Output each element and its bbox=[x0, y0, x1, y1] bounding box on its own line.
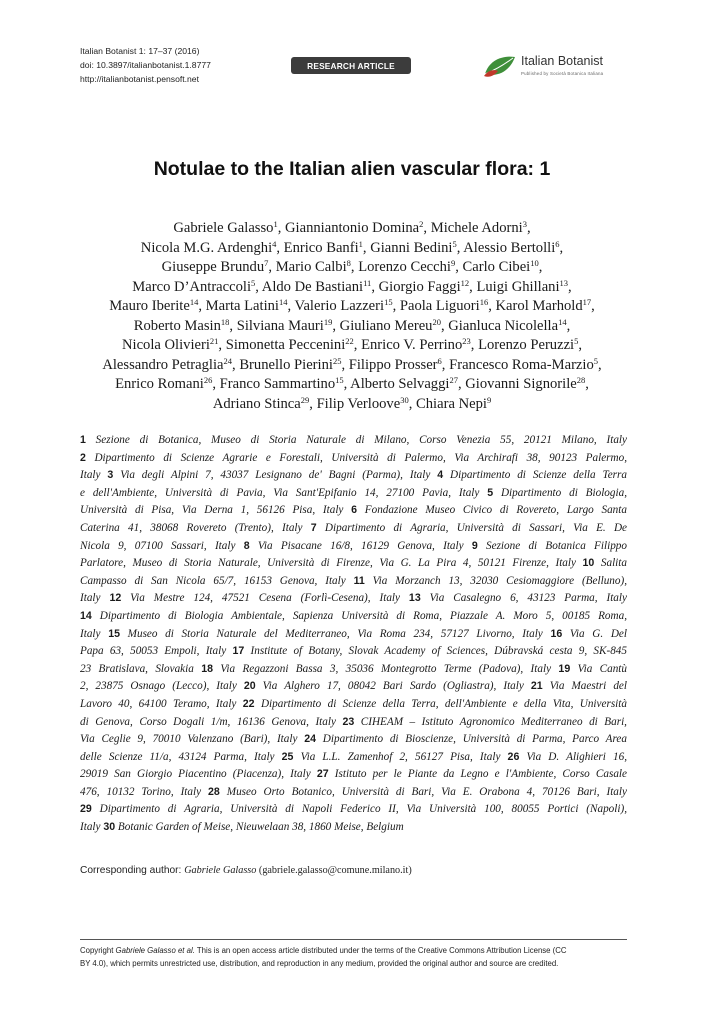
affiliation-text: Via Pisacane 16/8, 16129 Genova, Italy bbox=[249, 539, 472, 552]
author-name: Gianni Bedini bbox=[370, 239, 453, 256]
affiliation-text: Università di Pisa, Via Derna 1, 56126 Pisa, Italy bbox=[80, 504, 352, 517]
affiliation-text: Museo Orto Botanico, Università di Bari, Via E. Orabona 4, 70126 Bari, Italy bbox=[219, 785, 627, 798]
author-name: Alberto Selvaggi bbox=[350, 376, 450, 392]
affiliation-text: 2, 23875 Osnago (Lecco), Italy bbox=[80, 680, 244, 693]
author-name: Paola Liguori bbox=[399, 298, 480, 314]
corresponding-label: Corresponding author: bbox=[80, 865, 185, 876]
author-line: Gabriele Galasso$^1$, Gianniantonio Domina$^2$, Michele Adorni$^3$, bbox=[173, 219, 531, 236]
affiliation-line bbox=[80, 766, 627, 784]
affiliation-line bbox=[80, 714, 627, 732]
affiliation-number: 14 bbox=[80, 609, 92, 622]
author-affiliation-number: 18 bbox=[220, 316, 230, 327]
author-name: Giovanni Signorile bbox=[465, 376, 577, 392]
affiliation-text: di Genova, Corso Dogali 1/m, 16136 Genova, Italy bbox=[80, 715, 343, 728]
affiliation-number: 6 bbox=[351, 504, 358, 517]
affiliation-text: Botanic Garden of Meise, Nieuwelaan 38, 1860 Meise, Belgium bbox=[115, 821, 404, 834]
affiliation-line bbox=[80, 573, 627, 591]
author-affiliation-number: 27 bbox=[449, 375, 458, 385]
copyright-notice bbox=[80, 945, 640, 970]
author-line: Nicola M.G. Ardenghi$^4$, Enrico Banfi$^1$, Gianni Bedini$^5$, Alessio Bertolli$^6$, bbox=[140, 238, 564, 256]
author-affiliation-number: 24 bbox=[223, 355, 233, 366]
author-name: Lorenzo Cecchi bbox=[358, 259, 451, 275]
affiliation-text: Via Regazzoni Bassa 3, 35036 Montegrotto Terme (Padova), Italy bbox=[213, 662, 559, 675]
author-affiliation-number: 5 bbox=[593, 355, 599, 366]
author-affiliation-number: 10 bbox=[530, 258, 539, 268]
author-affiliation-number: 19 bbox=[323, 316, 333, 327]
author-list bbox=[70, 219, 634, 414]
corresponding-email[interactable]: (gabriele.galasso@comune.milano.it) bbox=[256, 865, 412, 876]
affiliation-number: 20 bbox=[243, 680, 256, 693]
affiliation-text: Museo di Storia Naturale del Mediterraneo, Via Roma 234, 57127 Livorno, Italy bbox=[119, 627, 551, 640]
affiliation-number: 18 bbox=[201, 662, 214, 675]
affiliation-line bbox=[80, 784, 627, 802]
affiliation-number: 1 bbox=[80, 434, 86, 446]
corresponding-name: Gabriele Galasso bbox=[184, 865, 257, 876]
article-title: Notulae to the Italian alien vascular flora: 1 bbox=[153, 158, 551, 180]
author-affiliation-number: 5 bbox=[251, 277, 256, 288]
affiliation-number: 10 bbox=[582, 557, 595, 570]
journal-logo-name: Italian Botanist bbox=[521, 54, 603, 68]
author-name: Carlo Cibei bbox=[462, 259, 531, 275]
author-name: Simonetta Peccenini bbox=[225, 337, 346, 353]
author-affiliation-number: 15 bbox=[384, 297, 393, 307]
affiliation-text: 29019 San Giorgio Piacentino (Piacenza), Italy bbox=[80, 768, 317, 781]
author-name: Michele Adorni bbox=[430, 220, 523, 236]
affiliation-text: Sezione di Botanica Filippo bbox=[477, 539, 627, 552]
affiliation-text: Dipartimento di Agraria, Università di Napoli Federico II, Via Università 100, 80055 Portici (Napoli), bbox=[91, 803, 627, 816]
author-affiliation-number: 9 bbox=[486, 394, 492, 405]
author-name: Enrico V. Perrino bbox=[361, 337, 463, 353]
affiliation-line bbox=[80, 502, 627, 520]
affiliation-text: delle Scienze 11/a, 43124 Parma, Italy bbox=[80, 750, 282, 763]
affiliation-text: Dipartimento di Scienze della Terra bbox=[443, 469, 627, 482]
author-affiliation-number: 4 bbox=[272, 238, 277, 249]
affiliation-number: 12 bbox=[109, 592, 122, 605]
affiliation-line bbox=[80, 749, 627, 767]
affiliation-text: Via Maestri del bbox=[542, 680, 627, 693]
affiliation-line bbox=[80, 590, 627, 608]
author-affiliation-number: 8 bbox=[346, 258, 351, 268]
author-affiliation-number: 28 bbox=[576, 375, 586, 385]
author-name: Marta Latini bbox=[205, 298, 279, 314]
affiliation-text: Dipartimento di Scienze Agrarie e Forestali, Università di Palermo, Via Archirafi 38, 90123 Palermo, bbox=[85, 451, 627, 464]
corresponding-author bbox=[80, 865, 412, 876]
author-affiliation-number: 7 bbox=[264, 258, 269, 268]
affiliation-text: Via D. Alighieri 16, bbox=[519, 750, 628, 763]
author-affiliation-number: 2 bbox=[419, 219, 424, 229]
author-name: Lorenzo Peruzzi bbox=[478, 337, 575, 353]
affiliation-text: Institute of Botany, Slovak Academy of Sciences, Dúbravská cesta 9, SK-845 bbox=[244, 645, 627, 658]
affiliation-line bbox=[80, 450, 627, 468]
author-affiliation-number: 9 bbox=[450, 258, 456, 268]
author-affiliation-number: 21 bbox=[209, 336, 219, 346]
copyright-holder: Gabriele Galasso et al. bbox=[115, 946, 195, 955]
affiliation-text: Dipartimento di Agraria, Università di Sassari, Via E. De bbox=[316, 521, 628, 534]
affiliation-text: Via Alghero 17, 08042 Bari Sardo (Ogliastra), Italy bbox=[255, 680, 531, 693]
affiliation-line bbox=[80, 643, 627, 661]
author-line: Alessandro Petraglia$^{24}$, Brunello Pierini$^{25}$, Filippo Prosser$^6$, Francesco Roma-Marzio$^5$, bbox=[102, 355, 602, 373]
journal-url[interactable]: http://italianbotanist.pensoft.net bbox=[80, 74, 199, 84]
affiliation-line bbox=[80, 432, 627, 450]
affiliation-number: 23 bbox=[342, 715, 355, 728]
copyright-line2: BY 4.0), which permits unrestricted use, distribution, and reproduction in any medium, provided the original author and source are credited. bbox=[80, 958, 559, 968]
author-line: Mauro Iberite$^{14}$, Marta Latini$^{14}$, Valerio Lazzeri$^{15}$, Paola Liguori$^{16}$, Karol Marhold$^{17}$, bbox=[109, 297, 595, 314]
author-name: Aldo De Bastiani bbox=[261, 278, 364, 295]
affiliation-text: Via G. Del bbox=[562, 627, 628, 640]
author-affiliation-number: 3 bbox=[522, 219, 527, 229]
affiliation-line bbox=[80, 696, 627, 714]
affiliation-number: 26 bbox=[507, 750, 520, 763]
author-name: Enrico Banfi bbox=[283, 239, 359, 256]
author-affiliation-number: 6 bbox=[555, 238, 560, 249]
author-name: Roberto Masin bbox=[133, 317, 221, 334]
affiliation-text: Italy bbox=[80, 469, 108, 482]
affiliation-text: 476, 10132 Torino, Italy bbox=[80, 785, 209, 798]
affiliation-line bbox=[80, 608, 627, 626]
author-name: Filip Verloove bbox=[316, 395, 401, 412]
affiliation-text: Via Mestre 124, 47521 Cesena (Forlì-Cesena), Italy bbox=[121, 592, 409, 605]
author-name: Alessio Bertolli bbox=[463, 239, 556, 256]
affiliation-line bbox=[80, 801, 627, 819]
affiliation-text: Fondazione Museo Civico di Rovereto, Largo Santa bbox=[357, 504, 627, 517]
author-name: Franco Sammartino bbox=[219, 376, 336, 392]
author-affiliation-number: 1 bbox=[273, 219, 278, 229]
affiliation-line bbox=[80, 626, 627, 644]
author-name: Luigi Ghillani bbox=[476, 278, 560, 295]
affiliation-text: Via Ceglie 9, 70010 Valenzano (Bari), Italy bbox=[80, 733, 305, 746]
affiliation-line bbox=[80, 678, 627, 696]
author-name: Mauro Iberite bbox=[109, 298, 190, 314]
affiliation-text: Via L.L. Zamenhof 2, 56127 Pisa, Italy bbox=[293, 750, 508, 763]
copyright-prefix: Copyright bbox=[80, 946, 116, 955]
author-name: Alessandro Petraglia bbox=[102, 356, 224, 373]
author-line: Enrico Romani$^{26}$, Franco Sammartino$^{15}$, Alberto Selvaggi$^{27}$, Giovanni Signorile$^{28}$, bbox=[115, 375, 589, 392]
affiliation-text: CIHEAM – Istituto Agronomico Mediterraneo di Bari, bbox=[354, 715, 627, 728]
author-affiliation-number: 26 bbox=[203, 375, 213, 385]
affiliation-number: 5 bbox=[487, 486, 494, 499]
affiliation-number: 22 bbox=[242, 697, 255, 710]
affiliation-line bbox=[80, 661, 627, 679]
affiliation-text: Dipartimento di Biologia, bbox=[493, 486, 627, 499]
affiliation-line bbox=[80, 520, 627, 538]
affiliation-text: Campasso di San Nicola 65/7, 16153 Genova, Italy bbox=[80, 574, 354, 587]
affiliation-line bbox=[80, 555, 627, 573]
article-type-badge: RESEARCH ARTICLE bbox=[291, 57, 411, 74]
affiliation-number: 8 bbox=[243, 539, 250, 552]
author-affiliation-number: 25 bbox=[332, 355, 342, 366]
author-affiliation-number: 22 bbox=[345, 336, 354, 346]
affiliation-text: Papa 63, 50053 Empoli, Italy bbox=[80, 645, 233, 658]
author-affiliation-number: 5 bbox=[452, 238, 457, 249]
affiliation-number: 30 bbox=[103, 821, 116, 834]
affiliation-number: 28 bbox=[208, 785, 220, 798]
author-name: Gianluca Nicolella bbox=[448, 317, 559, 334]
author-affiliation-number: 29 bbox=[300, 394, 310, 405]
affiliation-text: Istituto per le Piante da Legno e l'Ambiente, Corso Casale bbox=[328, 768, 627, 781]
author-affiliation-number: 30 bbox=[400, 394, 409, 405]
article-meta bbox=[80, 44, 211, 86]
affiliation-text: Parlatore, Museo di Storia Naturale, Università di Firenze, Via G. La Pira 4, 50121 Firenze, Italy bbox=[80, 557, 583, 570]
author-affiliation-number: 15 bbox=[335, 375, 344, 385]
author-name: Brunello Pierini bbox=[239, 356, 333, 373]
affiliation-number: 17 bbox=[232, 645, 245, 658]
author-affiliation-number: 5 bbox=[574, 336, 579, 346]
affiliation-text: Italy bbox=[80, 627, 109, 640]
affiliation-number: 4 bbox=[437, 469, 444, 482]
author-name: Valerio Lazzeri bbox=[294, 298, 385, 314]
affiliation-line bbox=[80, 819, 627, 837]
affiliation-text: Caterina 41, 38068 Rovereto (Trento), Italy bbox=[80, 521, 311, 534]
affiliation-number: 27 bbox=[316, 768, 329, 781]
author-name: Enrico Romani bbox=[115, 376, 204, 392]
author-affiliation-number: 14 bbox=[558, 316, 567, 327]
affiliation-number: 19 bbox=[558, 662, 571, 675]
author-line: Giuseppe Brundu$^7$, Mario Calbi$^8$, Lorenzo Cecchi$^9$, Carlo Cibei$^{10}$, bbox=[161, 258, 543, 275]
affiliation-text: Dipartimento di Scienze della Terra, dell'Ambiente e della Vita, Università bbox=[254, 697, 627, 710]
author-affiliation-number: 13 bbox=[559, 277, 569, 288]
author-name: Gabriele Galasso bbox=[173, 220, 274, 236]
affiliation-text: e dell'Ambiente, Università di Pavia, Via Sant'Epifanio 14, 27100 Pavia, Italy bbox=[80, 486, 488, 499]
author-line: Marco D’Antraccoli$^5$, Aldo De Bastiani$^{11}$, Giorgio Faggi$^{12}$, Luigi Ghillani$^{13}$, bbox=[132, 277, 572, 295]
affiliation-text: Via Cantù bbox=[570, 662, 627, 675]
author-name: Filippo Prosser bbox=[348, 356, 438, 373]
affiliation-number: 9 bbox=[471, 539, 478, 552]
affiliation-text: Via Morzanch 13, 32030 Cesiomaggiore (Belluno), bbox=[364, 574, 627, 587]
affiliation-number: 7 bbox=[310, 521, 317, 534]
author-affiliation-number: 17 bbox=[582, 297, 592, 307]
copyright-line1: This is an open access article distributed under the terms of the Creative Commons Attribution License (CC bbox=[194, 946, 567, 955]
affiliation-line bbox=[80, 731, 627, 749]
journal-logo bbox=[483, 52, 633, 82]
author-line: Adriano Stinca$^{29}$, Filip Verloove$^{30}$, Chiara Nepi$^9$ bbox=[212, 394, 492, 412]
affiliation-line bbox=[80, 467, 627, 485]
author-affiliation-number: 16 bbox=[479, 297, 489, 307]
affiliation-line bbox=[80, 538, 627, 556]
affiliation-number: 2 bbox=[80, 451, 86, 464]
journal-citation: Italian Botanist 1: 17–37 (2016) bbox=[80, 46, 200, 56]
affiliation-number: 24 bbox=[304, 733, 317, 746]
author-affiliation-number: 20 bbox=[432, 316, 441, 327]
author-name: Giorgio Faggi bbox=[378, 278, 461, 295]
author-affiliation-number: 11 bbox=[363, 277, 372, 288]
author-name: Silviana Mauri bbox=[236, 317, 324, 334]
author-line: Roberto Masin$^{18}$, Silviana Mauri$^{19}$, Giuliano Mereu$^{20}$, Gianluca Nicolella$^{14}$, bbox=[133, 316, 571, 334]
affiliation-number: 11 bbox=[353, 574, 365, 587]
affiliation-line bbox=[80, 485, 627, 503]
affiliation-text: Salita bbox=[594, 557, 627, 570]
leaf-logo-icon bbox=[483, 52, 517, 82]
author-name: Gianniantonio Domina bbox=[285, 220, 420, 236]
author-affiliation-number: 14 bbox=[189, 297, 199, 307]
affiliation-text: Via degli Alpini 7, 43037 Lesignano de' Bagni (Parma), Italy bbox=[113, 469, 438, 482]
affiliation-text: Italy bbox=[80, 592, 110, 605]
author-name: Giuseppe Brundu bbox=[161, 259, 265, 275]
author-name: Nicola Olivieri bbox=[121, 337, 210, 353]
author-name: Nicola M.G. Ardenghi bbox=[140, 239, 273, 256]
footer-divider bbox=[80, 939, 627, 940]
affiliation-list bbox=[80, 432, 627, 837]
author-affiliation-number: 6 bbox=[437, 355, 442, 366]
author-name: Adriano Stinca bbox=[212, 395, 301, 412]
author-affiliation-number: 12 bbox=[460, 277, 470, 288]
author-affiliation-number: 14 bbox=[278, 297, 288, 307]
affiliation-number: 29 bbox=[80, 803, 92, 816]
affiliation-text: Dipartimento di Biologia Ambientale, Sapienza Università di Roma, Piazzale A. Moro 5, 00185 Roma, bbox=[91, 609, 627, 622]
author-affiliation-number: 1 bbox=[358, 238, 363, 249]
affiliation-number: 21 bbox=[530, 680, 543, 693]
author-line: Nicola Olivieri$^{21}$, Simonetta Peccenini$^{22}$, Enrico V. Perrino$^{23}$, Lorenzo Peruzzi$^5$, bbox=[121, 336, 583, 353]
affiliation-number: 3 bbox=[107, 469, 114, 482]
author-name: Chiara Nepi bbox=[416, 395, 487, 412]
affiliation-text: Via Casalegno 6, 43123 Parma, Italy bbox=[420, 592, 627, 605]
affiliation-text: Dipartimento di Bioscienze, Università di Parma, Parco Area bbox=[316, 733, 627, 746]
affiliation-text: 23 Bratislava, Slovakia bbox=[80, 662, 202, 675]
author-name: Giuliano Mereu bbox=[339, 317, 433, 334]
journal-logo-tagline: Published by Società Botanica Italiana bbox=[521, 71, 604, 76]
affiliation-number: 25 bbox=[281, 750, 294, 763]
author-name: Karol Marhold bbox=[495, 298, 583, 314]
affiliation-number: 13 bbox=[408, 592, 421, 605]
affiliation-number: 15 bbox=[108, 627, 120, 640]
affiliation-text: Sezione di Botanica, Museo di Storia Naturale di Milano, Corso Venezia 55, 20121 Milano, Italy bbox=[85, 434, 627, 446]
doi-link[interactable]: doi: 10.3897/italianbotanist.1.8777 bbox=[80, 60, 211, 70]
author-name: Marco D’Antraccoli bbox=[132, 278, 252, 295]
affiliation-text: Nicola 9, 07100 Sassari, Italy bbox=[80, 539, 244, 552]
author-name: Francesco Roma-Marzio bbox=[449, 356, 594, 373]
affiliation-text: Lavoro 40, 64100 Teramo, Italy bbox=[80, 697, 243, 710]
affiliation-text: Italy bbox=[80, 821, 104, 834]
author-name: Mario Calbi bbox=[275, 259, 347, 275]
author-affiliation-number: 23 bbox=[462, 336, 471, 346]
affiliation-number: 16 bbox=[550, 627, 563, 640]
